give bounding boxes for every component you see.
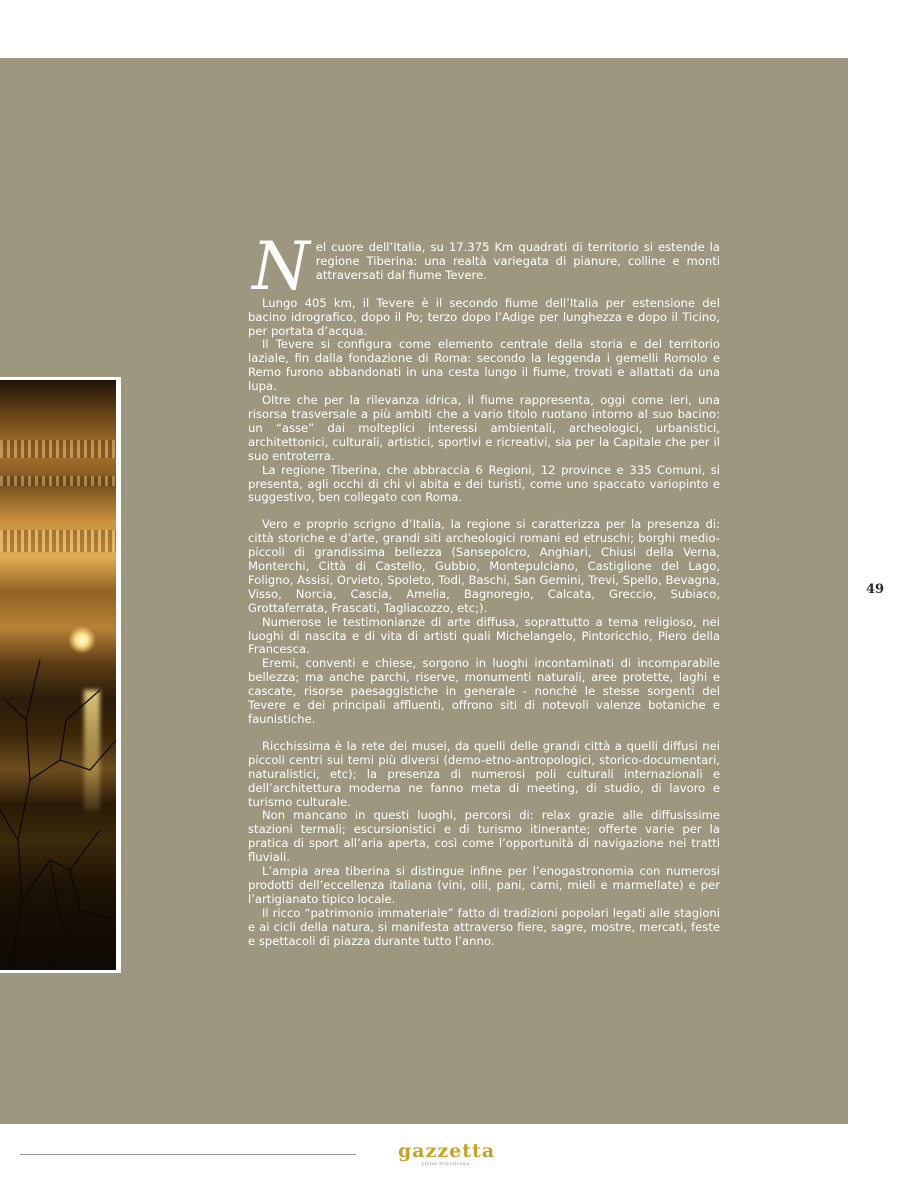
article-body — [248, 228, 720, 949]
article-paragraph: Il ricco “patrimonio immateriale” fatto di tradizioni popolari legati alle stagioni e ai cicli della natura, si manifesta attraverso fiere, sagre, mostre, mercati, feste e spettacoli di piazza durante tutto l’anno. — [248, 905, 720, 948]
photo-wall-band — [0, 530, 116, 552]
article-paragraph: L’ampia area tiberina si distingue infine per l’enogastronomia con numerosi prodotti dell’eccellenza italiana (vini, olii, pani, carni, mieli e marmellate) e per l’artigianato tipico locale. — [248, 864, 720, 906]
page-number: 49 — [866, 582, 885, 597]
logo-wordmark: gazzetta — [398, 1140, 496, 1162]
castel-sant-angelo-night-photo — [0, 380, 116, 970]
streetlamp-glow — [68, 626, 96, 654]
article-paragraph: Eremi, conventi e chiese, sorgono in luoghi incontaminati di incomparabile bellezza; ma anche parchi, riserve, monumenti naturali, aree protette, laghi e cascate, risorse paesaggistiche in generale - nonché le stesse sorgenti del Tevere e dei principali affluenti, offrono siti di notevoli valenze botaniche e faunistiche. — [248, 656, 720, 726]
article-paragraph: Ricchissima è la rete dei musei, da quelli delle grandi città a quelli diffusi nei piccoli centri sui temi più diversi (demo-etno-antropologici, storico-documentari, naturalistici, etc); la presenza di numerosi poli culturali internazionali e dell’architettura moderna ne fanno meta di meeting, di studio, di lavoro e turismo culturale. — [248, 738, 720, 809]
photo-frame — [0, 377, 121, 973]
article-paragraph: Vero e proprio scrigno d’Italia, la regione si caratterizza per la presenza di: città storiche e d’arte, grandi siti archeologici romani ed etruschi; borghi medio-piccoli di grandissima bellezza (Sansepolcro, Anghiari, Chiusi della Verna, Monterchi, Città di Castello, Gubbio, Montepulciano, Castiglione del Lago, Foligno, Assisi, Orvieto, Spoleto, Todi, Baschi, San Gemini, Trevi, Spello, Bevagna, Visso, Norcia, Cascia, Amelia, Bagnoregio, Calcata, Greccio, Subiaco, Grottaferrata, Frascati, Tagliacozzo, etc;). — [248, 517, 720, 615]
article-paragraph: Oltre che per la rilevanza idrica, il fiume rappresenta, oggi come ieri, una risorsa trasversale a più ambiti che a vario titolo ruotano intorno al suo bacino: un “asse” dai molteplici interessi ambientali, archeologici, urbanistici, architettonici, culturali, artistici, sportivi e ricreativi, sia per la Capitale che per il suo entroterra. — [248, 393, 720, 463]
tree-branches-silhouette — [0, 660, 116, 970]
photo-wall-band — [0, 476, 116, 486]
article-paragraph: Numerose le testimonianze di arte diffusa, soprattutto a tema religioso, nei luoghi di nascita e di vita di artisti quali Michelangelo, Pintoricchio, Piero della Francesca. — [248, 614, 720, 657]
logo-subtitle: tiche-brevillana — [422, 1161, 470, 1167]
footer-divider — [20, 1154, 356, 1155]
intro-text: el cuore dell’Italia, su 17.375 Km quadrati di territorio si estende la regione Tiberina: una realtà variegata di pianure, colline e monti attraversati dal fiume Tevere. — [315, 240, 720, 282]
article-intro-paragraph — [248, 228, 720, 305]
drop-cap: N — [252, 228, 310, 305]
article-paragraph: La regione Tiberina, che abbraccia 6 Regioni, 12 province e 335 Comuni, si presenta, agli occhi di chi vi abita e dei turisti, come uno spaccato variopinto e suggestivo, ben collegato con Roma. — [248, 462, 720, 505]
article-paragraph: Lungo 405 km, il Tevere è il secondo fiume dell’Italia per estensione del bacino idrografico, dopo il Po; terzo dopo l’Adige per lunghezza e dopo il Ticino, per portata d’acqua. — [248, 295, 720, 338]
article-paragraph: Il Tevere si configura come elemento centrale della storia e del territorio laziale, fin dalla fondazione di Roma: secondo la leggenda i gemelli Romolo e Remo furono abbandonati in una cesta lungo il fiume, trovati e allattati da una lupa. — [248, 337, 720, 394]
photo-wall-band — [0, 440, 116, 458]
gazzetta-logo — [398, 1140, 514, 1170]
article-paragraph: Non mancano in questi luoghi, percorsi di: relax grazie alle diffusissime stazioni termali; escursionistici e di turismo itinerante; offerte varie per la pratica di sport all’aria aperta, così come l’opportunità di navigazione nei tratti fluviali. — [248, 808, 720, 865]
